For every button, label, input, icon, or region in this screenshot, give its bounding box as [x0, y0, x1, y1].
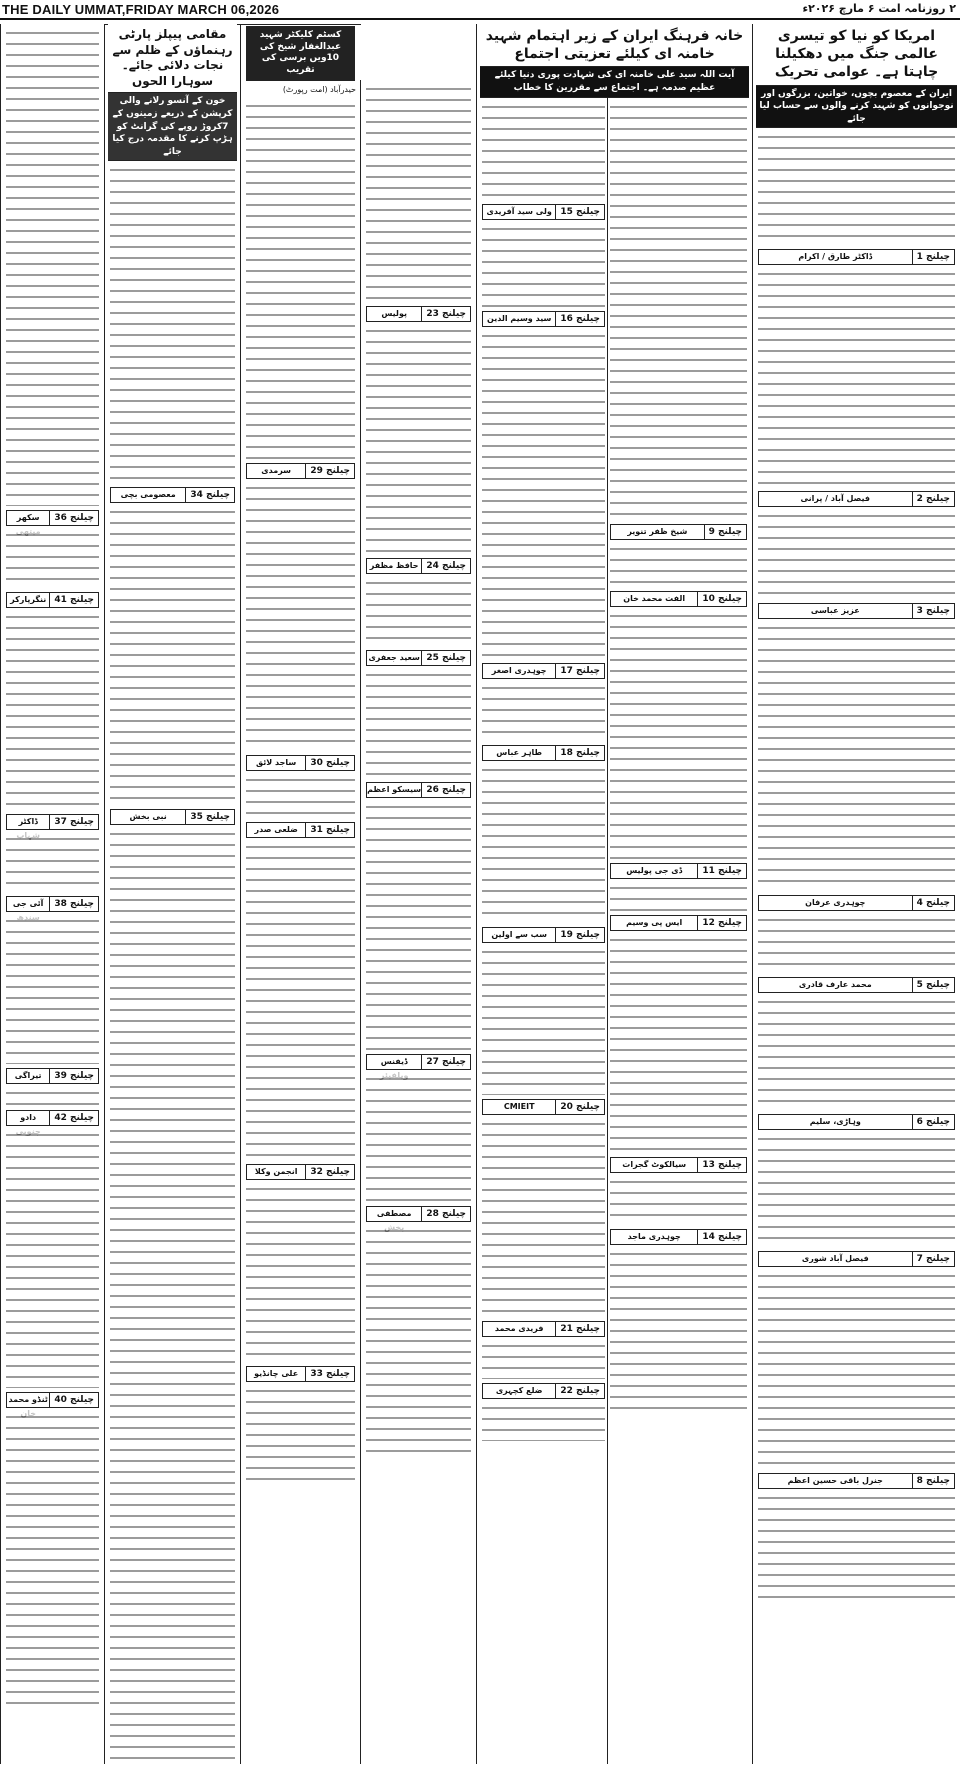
article-text	[758, 621, 955, 891]
column-1	[752, 24, 960, 1764]
news-box: چیلنج 15 ولی سید آفریدی	[482, 204, 605, 220]
news-box: چیلنج 23 پولیس	[366, 306, 471, 322]
article-text	[246, 840, 355, 1160]
news-box: چیلنج 35 نبی بخش	[110, 809, 235, 825]
article-text	[6, 610, 99, 810]
article-text	[482, 681, 605, 741]
news-box: چیلنج 33 علی چانڈیو	[246, 1366, 355, 1382]
masthead-title: THE DAILY UMMAT,FRIDAY MARCH 06,2026	[2, 2, 280, 17]
news-box: چیلنج 31 ضلعی صدر	[246, 822, 355, 838]
article-text	[482, 1117, 605, 1317]
article-text	[610, 1247, 747, 1417]
article-text	[366, 1224, 471, 1454]
column-4-content	[104, 24, 240, 1764]
column-3-headline: کسٹم کلیکٹر شہید عبدالغفار شیخ کی 10ویں برسی کی تقریب	[247, 27, 354, 80]
news-box: چیلنج 40 ٹنڈو محمد	[6, 1392, 99, 1408]
news-box: چیلنج 17 چوہدری اصغر	[482, 663, 605, 679]
article-text	[366, 576, 471, 646]
news-box: چیلنج 28 مصطفی	[366, 1206, 471, 1222]
column-1-headline: امریکا کو نیا کو تیسری عالمی جنگ میں دھکیلنا چاہتا ہے۔ عوامی تحریک	[756, 24, 957, 86]
article-text	[610, 1175, 747, 1225]
article-text	[366, 800, 471, 1050]
news-box: چیلنج 29 سرمدی	[246, 463, 355, 479]
article-text	[366, 1072, 471, 1202]
article-text	[246, 99, 355, 459]
article-text	[610, 609, 747, 859]
article-text	[6, 832, 99, 892]
article-text	[6, 1128, 99, 1388]
news-box: چیلنج 11 ڈی جی پولیس	[610, 863, 747, 879]
news-box: چیلنج 41 ننگرپارکر	[6, 592, 99, 608]
article-text	[758, 1269, 955, 1469]
column-4-headline: مقامی پیپلز پارٹی رہنماؤں کے ظلم سے نجات دلائی جائے۔سوہارا الحوں	[108, 24, 237, 93]
article-text	[6, 914, 99, 1064]
news-box: چیلنج 2 فیصل آباد / پرانی	[758, 491, 955, 507]
news-box: چیلنج 34 معصومی بچی	[110, 487, 235, 503]
article-text	[610, 933, 747, 1153]
news-box: چیلنج 24 حافظ مظفر	[366, 558, 471, 574]
article-text	[366, 324, 471, 554]
article-text	[6, 528, 99, 588]
news-box: چیلنج 26 سیسکو اعظم	[366, 782, 471, 798]
news-box: چیلنج 18 طاہر عباس	[482, 745, 605, 761]
article-text	[110, 505, 235, 805]
article-text	[366, 668, 471, 778]
article-text	[758, 267, 955, 487]
news-box: چیلنج 30 ساجد لائق	[246, 755, 355, 771]
news-box: چیلنج 22 ضلع کچہری	[482, 1383, 605, 1399]
column-2b	[360, 80, 476, 1764]
news-box: چیلنج 13 سیالکوٹ گجرات	[610, 1157, 747, 1173]
news-box: چیلنج 20 CMIEIT	[482, 1099, 605, 1115]
article-text	[482, 763, 605, 923]
column-5	[0, 24, 104, 1764]
column-2	[476, 24, 752, 1764]
news-box: چیلنج 36 سکھر	[6, 510, 99, 526]
column-3-byline: حیدرآباد (امت رپورٹ)	[282, 84, 356, 94]
column-2-headline: خانہ فرہنگ ایران کے زیر اہتمام شہید خامنہ ای کیلئے تعزیتی اجتماع	[480, 24, 749, 67]
article-text	[366, 82, 471, 302]
article-text	[758, 130, 955, 245]
news-box: چیلنج 9 شیخ ظفر تنویر	[610, 524, 747, 540]
article-text	[758, 995, 955, 1110]
article-text	[6, 26, 99, 506]
column-1-subhead: ایران کے معصوم بچوں، خواتین، بزرگوں اور نوجوانوں کو شہید کرنے والوں سے حساب لیا جائے	[756, 86, 957, 129]
news-box: چیلنج 5 محمد عارف قادری	[758, 977, 955, 993]
news-box: چیلنج 37 ڈاکٹر	[6, 814, 99, 830]
column-4-subhead: خون کے آنسو رلانے والی کرپشن کے ذریعے زمینوں کے 7کروڑ روپے کی گرانٹ کو ہڑپ کرنے کا مقدمہ درج کیا جائے	[108, 93, 237, 161]
article-text	[110, 163, 235, 483]
news-box: چیلنج 1 ڈاکٹر طارق / اکرام	[758, 249, 955, 265]
news-box: چیلنج 32 انجمن وکلا	[246, 1164, 355, 1180]
article-text	[6, 1410, 99, 1710]
masthead-urdu-date: ۲ روزنامہ امت ۶ مارچ ۲۰۲۶ء	[802, 2, 956, 15]
article-text	[758, 913, 955, 973]
article-text	[482, 100, 605, 200]
masthead	[0, 0, 960, 20]
article-text	[482, 1401, 605, 1441]
article-text	[246, 481, 355, 751]
news-box: چیلنج 12 ایس پی وسیم	[610, 915, 747, 931]
article-text	[758, 509, 955, 599]
news-box: چیلنج 25 سعید جعفری	[366, 650, 471, 666]
news-box: چیلنج 10 الفت محمد خان	[610, 591, 747, 607]
news-box: چیلنج 21 فریدی محمد	[482, 1321, 605, 1337]
article-text	[758, 1491, 955, 1601]
news-box: چیلنج 6 وہاڑی، سلیم	[758, 1114, 955, 1130]
article-text	[482, 222, 605, 307]
column-2-body	[480, 98, 749, 1764]
article-text	[246, 1182, 355, 1362]
article-text	[610, 100, 747, 520]
news-box: چیلنج 14 چوہدری ماجد	[610, 1229, 747, 1245]
news-box: چیلنج 16 سید وسیم الدین	[482, 311, 605, 327]
article-text	[610, 881, 747, 911]
article-text	[6, 1086, 99, 1106]
article-text	[610, 542, 747, 587]
news-box: چیلنج 3 عزیز عباسی	[758, 603, 955, 619]
news-box: چیلنج 38 آئی جی	[6, 896, 99, 912]
news-box: چیلنج 19 سب سے اولین	[482, 927, 605, 943]
column-3	[240, 24, 360, 1764]
column-2-subhead: آیت اللہ سید علی خامنہ ای کی شہادت پوری دنیا کیلئے عظیم صدمہ ہے۔ اجتماع سے مقررین کا خطاب	[480, 67, 749, 97]
news-box: چیلنج 7 فیصل آباد شوری	[758, 1251, 955, 1267]
column-3-headline-frame	[246, 26, 355, 81]
article-text	[758, 1132, 955, 1247]
article-text	[246, 773, 355, 818]
column-2-left-sub	[480, 98, 607, 1764]
article-text	[482, 329, 605, 659]
news-box: چیلنج 42 دادو	[6, 1110, 99, 1126]
article-text	[110, 827, 235, 1764]
column-2-right-sub	[607, 98, 749, 1764]
article-text	[482, 1339, 605, 1379]
news-box: چیلنج 39 تیراگی	[6, 1068, 99, 1084]
article-text	[482, 945, 605, 1095]
news-box: چیلنج 4 چوہدری عرفان	[758, 895, 955, 911]
news-box: چیلنج 27 ڈیفنس	[366, 1054, 471, 1070]
news-box: چیلنج 8 جنرل باقی حسین اعظم	[758, 1473, 955, 1489]
article-text	[246, 1384, 355, 1484]
